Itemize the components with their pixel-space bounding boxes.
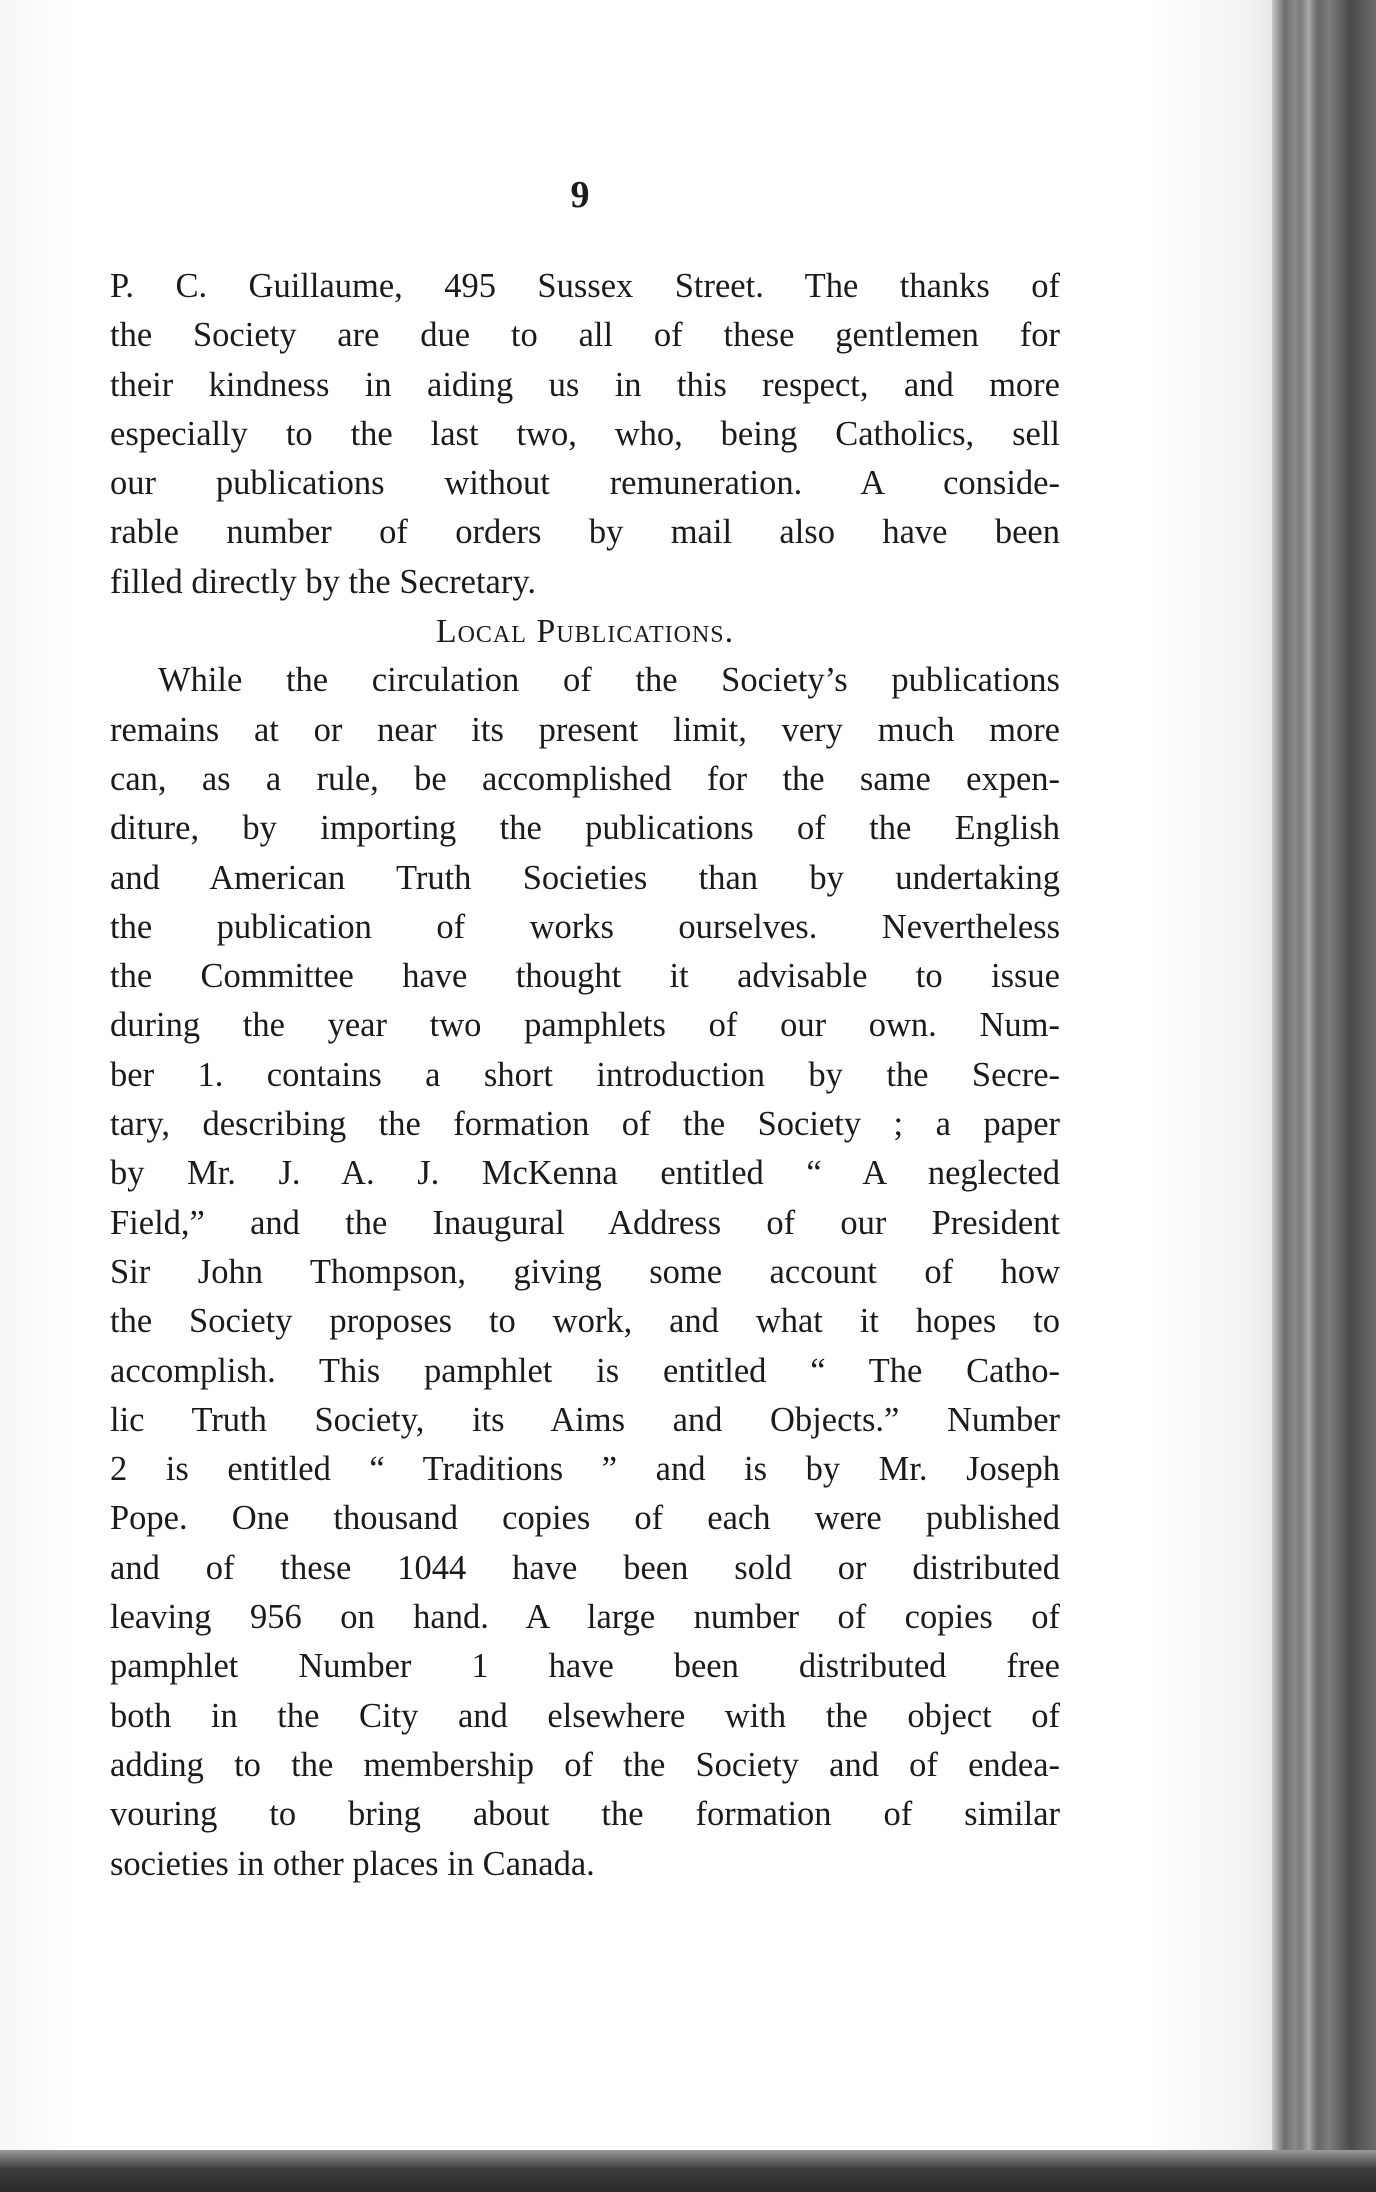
text-line: tary, describing the formation of the Society ; a paper <box>110 1105 1060 1144</box>
text-line: accomplish. This pamphlet is entitled “ The Catho- <box>110 1351 1060 1390</box>
text-line: remains at or near its present limit, very much more <box>110 710 1060 749</box>
text-line: 2 is entitled “ Traditions ” and is by Mr. Joseph <box>110 1450 1060 1489</box>
text-line: filled directly by the Secretary. <box>110 562 536 601</box>
text-line: the publication of works ourselves. Nevertheless <box>110 907 1060 946</box>
scan-bottom-edge <box>0 2150 1376 2192</box>
text-line: rable number of orders by mail also have been <box>110 513 1060 552</box>
page-number: 9 <box>570 174 590 216</box>
text-line: the Society proposes to work, and what it hopes to <box>110 1302 1060 1341</box>
text-line: adding to the membership of the Society and of endea- <box>110 1745 1060 1784</box>
text-line: can, as a rule, be accomplished for the same expen- <box>110 759 1060 798</box>
text-line: and of these 1044 have been sold or distributed <box>110 1548 1060 1587</box>
text-line: While the circulation of the Society’s publications <box>158 661 1060 700</box>
text-line: P. C. Guillaume, 495 Sussex Street. The thanks of <box>110 267 1060 305</box>
text-line: Pope. One thousand copies of each were published <box>110 1499 1060 1538</box>
text-line: diture, by importing the publications of the English <box>110 809 1060 848</box>
text-line: and American Truth Societies than by undertaking <box>110 858 1060 897</box>
text-line: especially to the last two, who, being Catholics, sell <box>110 414 1060 453</box>
text-line: our publications without remuneration. A conside- <box>110 464 1060 503</box>
text-line: the Society are due to all of these gentlemen for <box>110 316 1060 355</box>
text-line: by Mr. J. A. J. McKenna entitled “ A neglected <box>110 1154 1060 1193</box>
text-line: vouring to bring about the formation of similar <box>110 1795 1060 1834</box>
book-edge <box>1272 0 1376 2150</box>
text-line: Sir John Thompson, giving some account of how <box>110 1252 1060 1291</box>
text-line: both in the City and elsewhere with the object of <box>110 1696 1060 1735</box>
text-line: Field,” and the Inaugural Address of our President <box>110 1203 1060 1242</box>
text-line: during the year two pamphlets of our own. Num- <box>110 1006 1060 1045</box>
text-line: ber 1. contains a short introduction by the Secre- <box>110 1055 1060 1094</box>
body-text <box>110 262 1060 1889</box>
book-edge-highlight <box>1300 0 1318 2150</box>
text-line: leaving 956 on hand. A large number of copies of <box>110 1598 1060 1637</box>
text-line: lic Truth Society, its Aims and Objects.” Number <box>110 1400 1060 1439</box>
text-line: societies in other places in Canada. <box>110 1844 595 1883</box>
text-line: their kindness in aiding us in this respect, and more <box>110 365 1060 404</box>
text-line: the Committee have thought it advisable to issue <box>110 957 1060 996</box>
text-line: pamphlet Number 1 have been distributed free <box>110 1647 1060 1686</box>
section-heading: Local Publications. <box>435 613 735 651</box>
